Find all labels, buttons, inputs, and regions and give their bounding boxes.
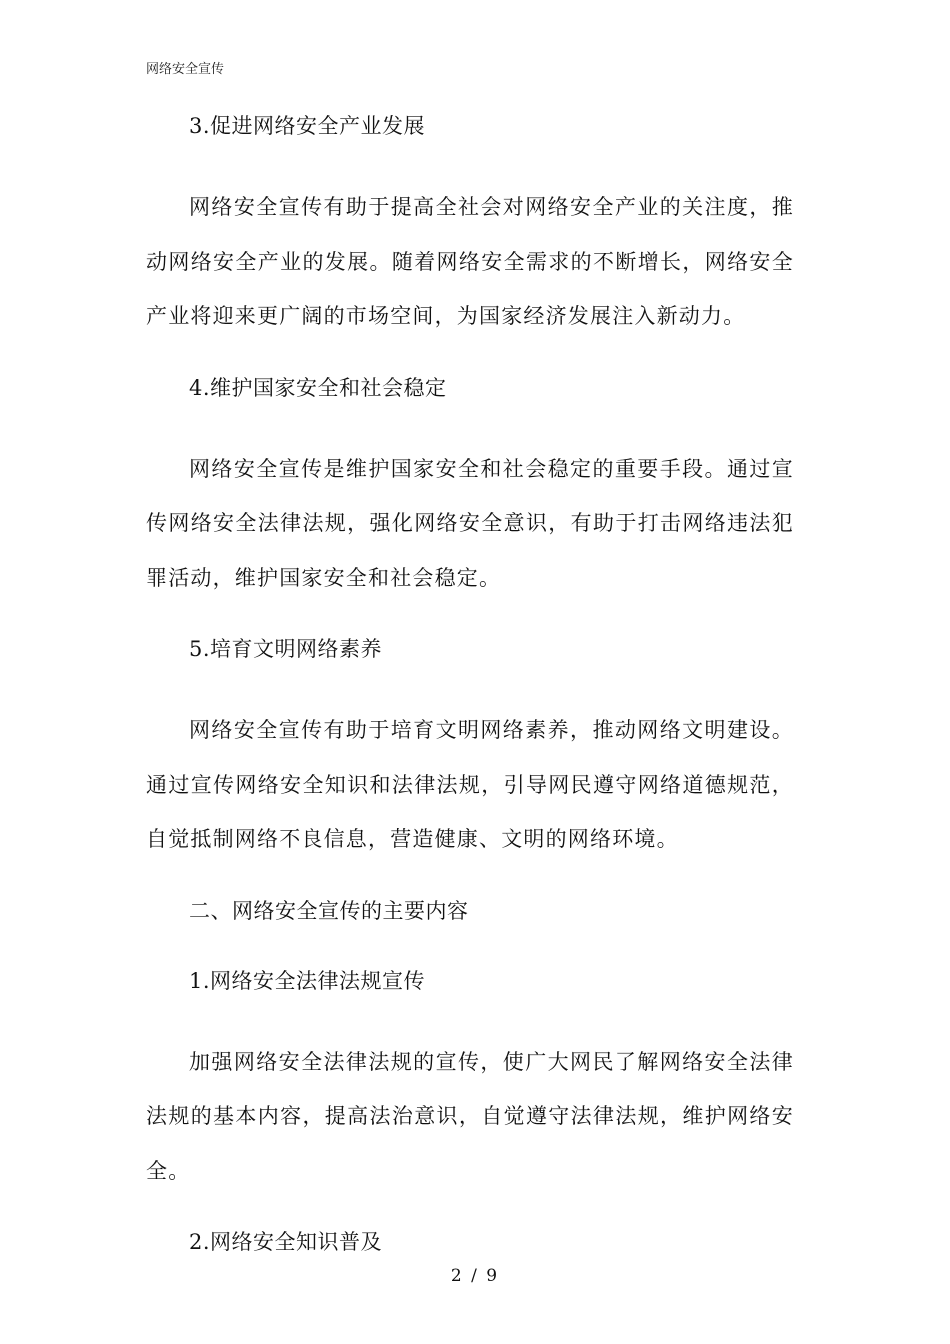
- section-heading: 3.促进网络安全产业发展: [189, 114, 426, 138]
- section-paragraph: 网络安全宣传有助于培育文明网络素养，推动网络文明建设。通过宣传网络安全知识和法律法规，引导网民遵守网络道德规范，自觉抵制网络不良信息，营造健康、文明的网络环境。: [146, 718, 794, 851]
- document-body: [146, 110, 794, 1258]
- section-paragraph: 网络安全宣传有助于提高全社会对网络安全产业的关注度，推动网络安全产业的发展。随着网络安全需求的不断增长，网络安全产业将迎来更广阔的市场空间，为国家经济发展注入新动力。: [146, 195, 794, 328]
- section-heading: 1.网络安全法律法规宣传: [189, 968, 426, 993]
- section-heading: 2.网络安全知识普及: [189, 1230, 383, 1254]
- section-heading: 4.维护国家安全和社会稳定: [189, 375, 447, 400]
- chapter-heading: 二、网络安全宣传的主要内容: [189, 898, 469, 923]
- section-paragraph: 加强网络安全法律法规的宣传，使广大网民了解网络安全法律法规的基本内容，提高法治意识，自觉遵守法律法规，维护网络安全。: [146, 1049, 794, 1183]
- section-paragraph: 网络安全宣传是维护国家安全和社会稳定的重要手段。通过宣传网络安全法律法规，强化网络安全意识，有助于打击网络违法犯罪活动，维护国家安全和社会稳定。: [146, 456, 794, 590]
- running-header: 网络安全宣传: [146, 62, 225, 77]
- section-heading: 5.培育文明网络素养: [189, 637, 383, 661]
- page-number: 2 / 9: [450, 1266, 500, 1286]
